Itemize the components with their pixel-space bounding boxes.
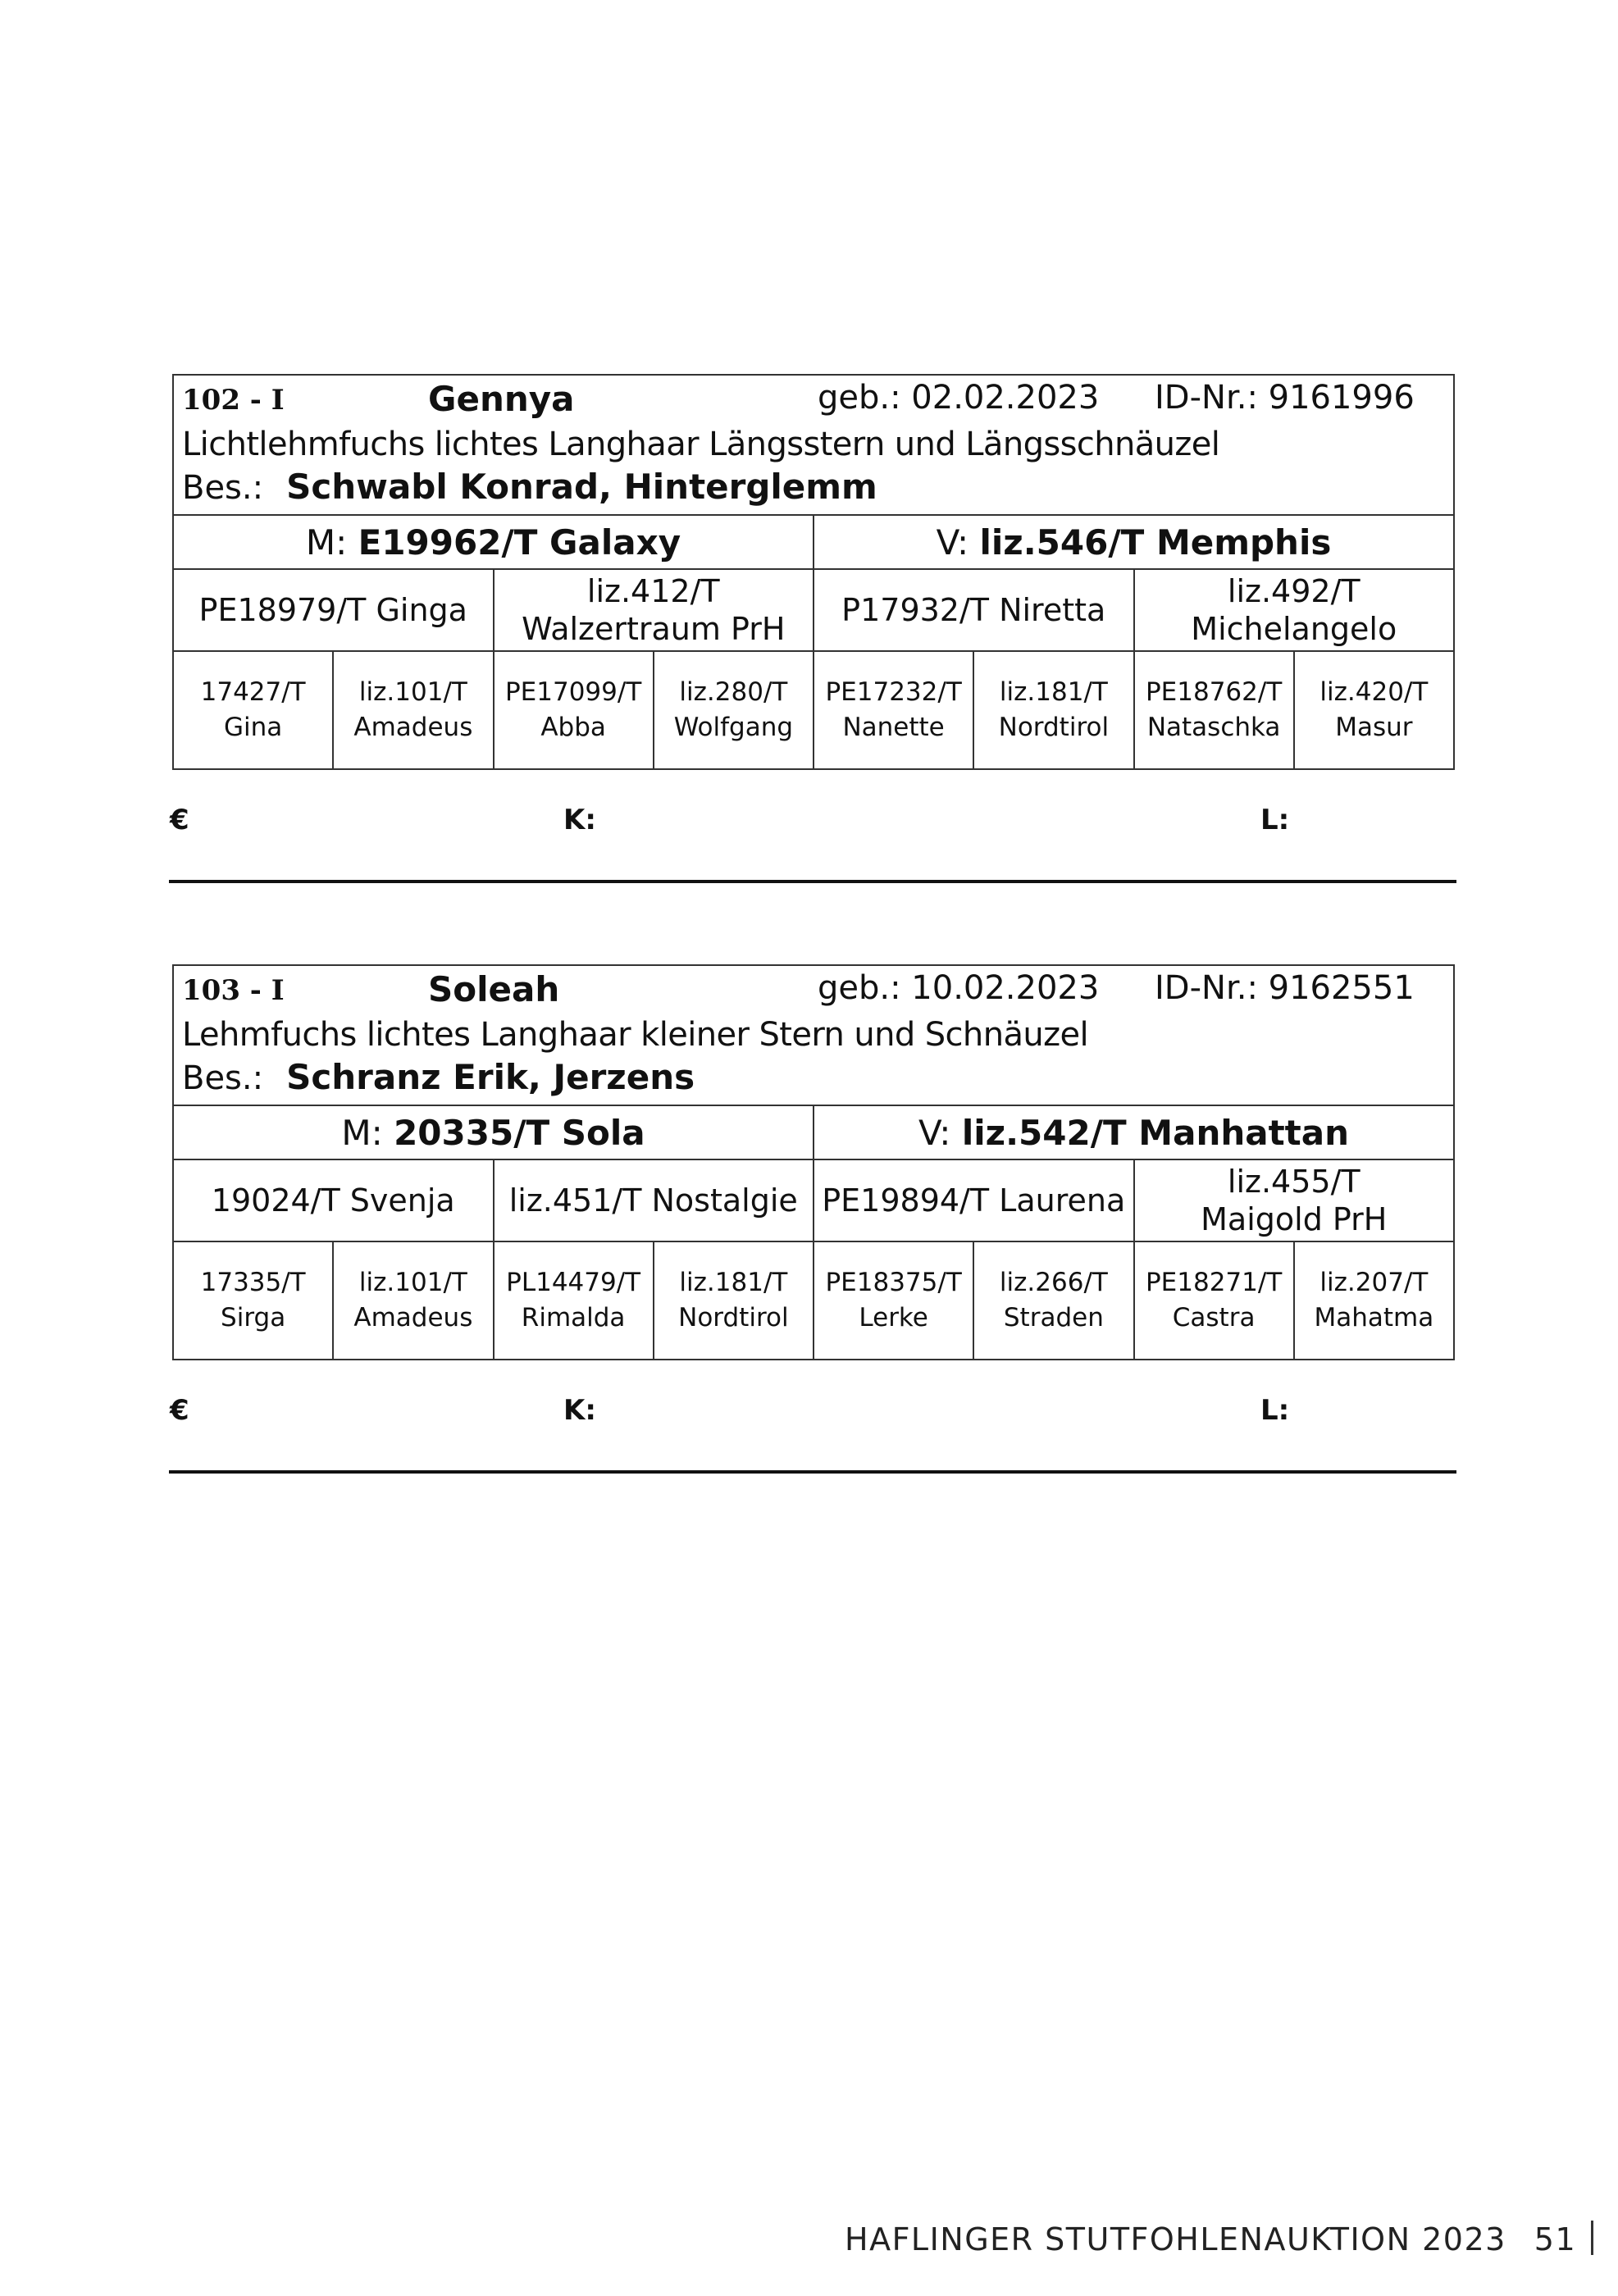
ggp-line1: PE17099/T xyxy=(504,677,642,707)
great-grandparent-cell xyxy=(814,1241,973,1360)
ggp-line1: liz.420/T xyxy=(1319,677,1429,707)
ggp-line1: liz.181/T xyxy=(679,1268,788,1297)
ggp-line2: Wolfgang xyxy=(673,713,794,742)
great-grandparent-cell xyxy=(1294,651,1454,769)
ggp-line2: Lerke xyxy=(859,1303,928,1332)
id-number: ID-Nr.: 9161996 xyxy=(1155,379,1415,417)
birth-date: geb.: 02.02.2023 xyxy=(818,379,1100,417)
id-number: ID-Nr.: 9162551 xyxy=(1155,969,1415,1007)
owner-line xyxy=(182,466,1445,509)
grandparent-line2: Maigold PrH xyxy=(1201,1201,1388,1237)
color-description: Lehmfuchs lichtes Langhaar kleiner Stern und Schnäuzel xyxy=(182,1016,1089,1054)
grandparent-cell xyxy=(1134,569,1455,651)
ggp-line2: Nanette xyxy=(842,713,945,742)
owner-name: Schranz Erik, Jerzens xyxy=(286,1057,695,1097)
owner-name: Schwabl Konrad, Hinterglemm xyxy=(286,467,877,507)
great-grandparent-cell xyxy=(973,651,1133,769)
buyer-label: K: xyxy=(563,804,596,836)
ggp-line2: Sirga xyxy=(221,1303,286,1332)
grandparent-line1: liz.492/T xyxy=(1227,573,1360,609)
birth-date: geb.: 10.02.2023 xyxy=(818,969,1100,1007)
ggp-line2: Amadeus xyxy=(353,713,473,742)
sire-name: liz.546/T Memphis xyxy=(979,522,1332,563)
great-grandparent-cell xyxy=(1134,651,1294,769)
ggp-line2: Abba xyxy=(540,713,606,742)
great-grandparent-cell xyxy=(654,651,814,769)
dam-name: E19962/T Galaxy xyxy=(358,522,681,563)
grandparent-cell xyxy=(494,569,814,651)
footer-title: HAFLINGER STUTFOHLENAUKTION 2023 xyxy=(845,2221,1506,2257)
ggp-line2: Gina xyxy=(223,713,283,742)
location-label: L: xyxy=(1260,1394,1290,1427)
great-grandparent-cell xyxy=(494,1241,654,1360)
dam-name: 20335/T Sola xyxy=(394,1112,645,1153)
grandparent-line1: PE18979/T Ginga xyxy=(198,592,467,628)
great-grandparent-cell xyxy=(1294,1241,1454,1360)
ggp-line1: PL14479/T xyxy=(506,1268,641,1297)
great-grandparent-cell xyxy=(173,651,333,769)
ggp-line2: Straden xyxy=(1003,1303,1104,1332)
entry-header xyxy=(173,375,1454,515)
owner-line xyxy=(182,1056,1445,1100)
page-footer xyxy=(845,2221,1593,2257)
ggp-line2: Nataschka xyxy=(1146,713,1281,742)
grandparent-line2: Michelangelo xyxy=(1191,611,1397,647)
color-description: Lichtlehmfuchs lichtes Langhaar Längsstern und Längsschnäuzel xyxy=(182,426,1220,463)
great-grandparent-cell xyxy=(654,1241,814,1360)
dam-cell xyxy=(173,515,814,569)
ggp-line2: Amadeus xyxy=(353,1303,473,1332)
ggp-line2: Nordtirol xyxy=(998,713,1110,742)
euro-label: € xyxy=(170,1394,189,1427)
dam-prefix: M: xyxy=(341,1112,383,1153)
grandparent-line2: Walzertraum PrH xyxy=(522,611,786,647)
pedigree-table xyxy=(172,964,1455,1360)
ggp-line2: Masur xyxy=(1335,713,1413,742)
page-number: 51 xyxy=(1534,2221,1577,2257)
grandparent-line1: 19024/T Svenja xyxy=(211,1182,455,1219)
ggp-line1: 17335/T xyxy=(200,1268,306,1297)
ggp-line1: liz.181/T xyxy=(999,677,1108,707)
euro-label: € xyxy=(170,804,189,836)
great-grandparent-cell xyxy=(494,651,654,769)
grandparent-line1: PE19894/T Laurena xyxy=(822,1182,1126,1219)
price-row xyxy=(170,804,1456,845)
ggp-line2: Rimalda xyxy=(521,1303,626,1332)
grandparent-cell xyxy=(494,1159,814,1241)
ggp-line1: liz.280/T xyxy=(679,677,788,707)
lot-number: 103 - I xyxy=(182,974,285,1007)
ggp-line2: Castra xyxy=(1172,1303,1256,1332)
ggp-line1: liz.266/T xyxy=(999,1268,1108,1297)
ggp-line1: liz.101/T xyxy=(358,677,467,707)
grandparent-cell xyxy=(814,569,1134,651)
owner-label: Bes.: xyxy=(182,469,264,507)
divider-line xyxy=(169,880,1456,883)
footer-bar xyxy=(1591,2221,1593,2255)
sire-cell xyxy=(814,515,1454,569)
grandparent-line1: liz.412/T xyxy=(586,573,720,609)
ggp-line1: 17427/T xyxy=(200,677,306,707)
owner-label: Bes.: xyxy=(182,1059,264,1097)
grandparent-line1: liz.451/T Nostalgie xyxy=(508,1182,798,1219)
lot-number: 102 - I xyxy=(182,384,285,417)
entry-103 xyxy=(172,964,1455,1360)
great-grandparent-cell xyxy=(333,651,493,769)
ggp-line2: Nordtirol xyxy=(678,1303,789,1332)
sire-prefix: V: xyxy=(918,1112,951,1153)
entry-102 xyxy=(172,374,1455,770)
sire-cell xyxy=(814,1105,1454,1159)
grandparent-line1: liz.455/T xyxy=(1227,1164,1360,1200)
grandparent-cell xyxy=(173,569,494,651)
great-grandparent-cell xyxy=(1134,1241,1294,1360)
ggp-line1: liz.101/T xyxy=(358,1268,467,1297)
entry-header xyxy=(173,965,1454,1105)
grandparent-cell xyxy=(173,1159,494,1241)
ggp-line1: PE18271/T xyxy=(1145,1268,1283,1297)
divider-line xyxy=(169,1470,1456,1474)
buyer-label: K: xyxy=(563,1394,596,1427)
grandparent-line1: P17932/T Niretta xyxy=(841,592,1106,628)
ggp-line2: Mahatma xyxy=(1314,1303,1434,1332)
ggp-line1: PE18762/T xyxy=(1145,677,1283,707)
sire-name: liz.542/T Manhattan xyxy=(961,1112,1349,1153)
great-grandparent-cell xyxy=(333,1241,493,1360)
price-row xyxy=(170,1394,1456,1435)
ggp-line1: PE17232/T xyxy=(825,677,962,707)
grandparent-cell xyxy=(1134,1159,1455,1241)
ggp-line1: PE18375/T xyxy=(825,1268,962,1297)
sire-prefix: V: xyxy=(936,522,969,563)
grandparent-cell xyxy=(814,1159,1134,1241)
pedigree-table xyxy=(172,374,1455,770)
foal-name: Gennya xyxy=(428,379,575,419)
great-grandparent-cell xyxy=(973,1241,1133,1360)
dam-cell xyxy=(173,1105,814,1159)
ggp-line1: liz.207/T xyxy=(1319,1268,1429,1297)
great-grandparent-cell xyxy=(173,1241,333,1360)
great-grandparent-cell xyxy=(814,651,973,769)
foal-name: Soleah xyxy=(428,969,560,1009)
location-label: L: xyxy=(1260,804,1290,836)
dam-prefix: M: xyxy=(305,522,348,563)
